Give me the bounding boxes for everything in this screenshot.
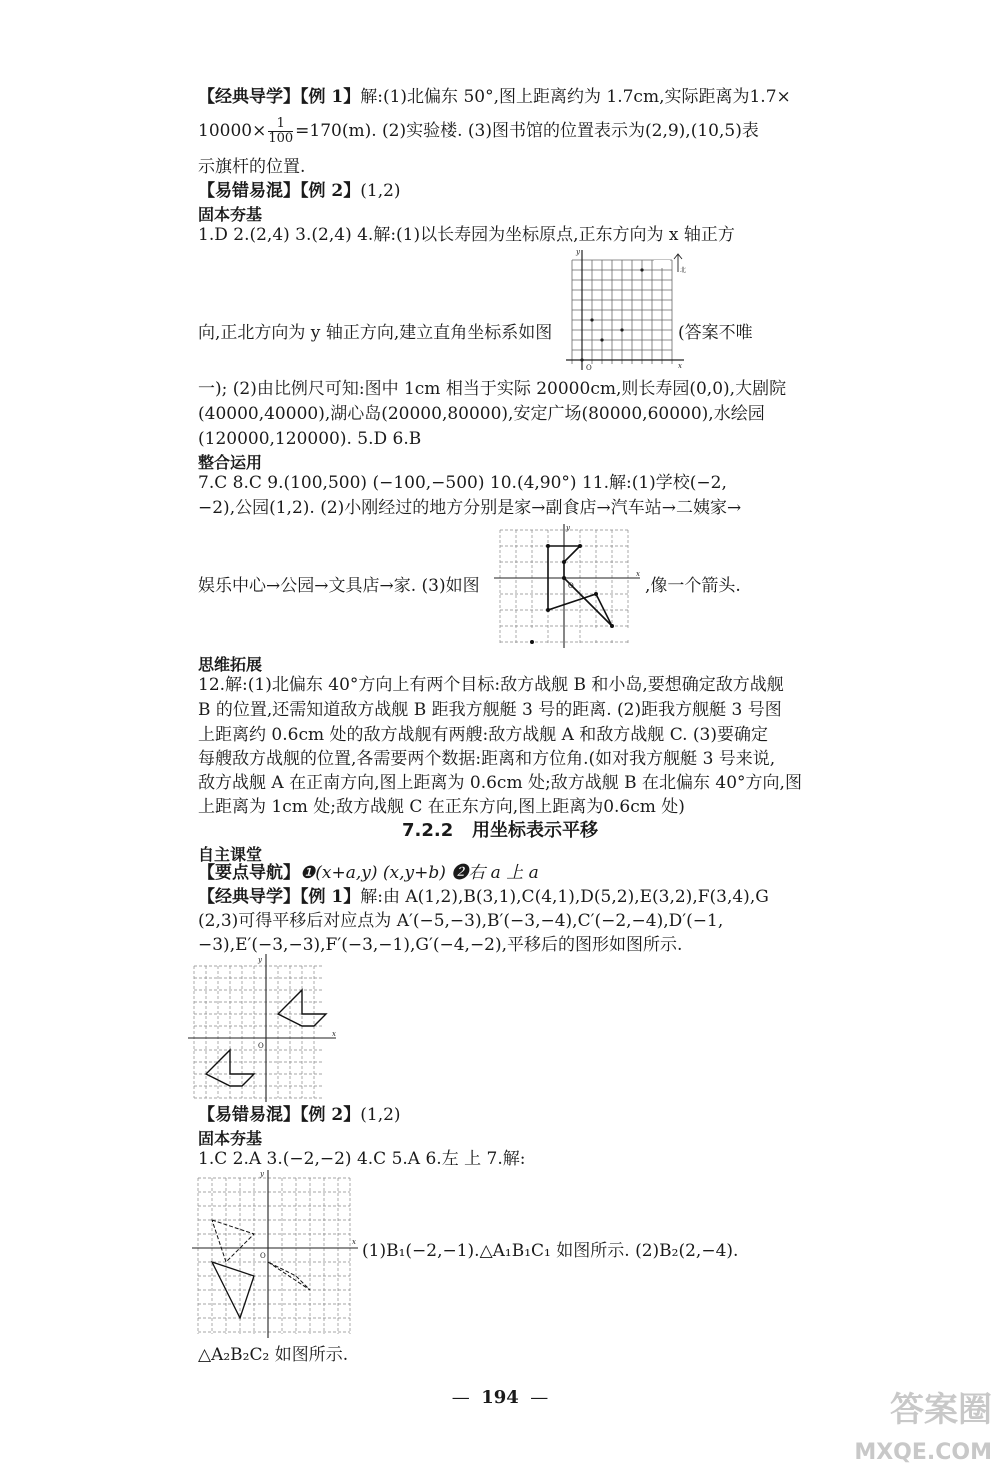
ex2-line <box>198 180 401 202</box>
original-shape <box>278 990 326 1026</box>
watermark-logo: 答案圈 <box>890 1390 992 1430</box>
tag-example2: 【例 2】 <box>300 181 361 201</box>
q12-line1: 12.解:(1)北偏东 40°方向上有两个目标:敌方战舰 B 和小岛,要想确定敌方战舰 <box>198 675 784 695</box>
svg-text:O: O <box>568 582 574 590</box>
s2-ex1-text-1: 解:由 A(1,2),B(3,1),C(4,1),D(5,2),E(3,2),F(3,4),G <box>360 887 769 907</box>
q7-line3a: 娱乐中心→公园→文具店→家. (3)如图 <box>198 576 480 596</box>
svg-text:y: y <box>260 1170 264 1178</box>
q1-line1: 1.D 2.(2,4) 3.(2,4) 4.解:(1)以长寿园为坐标原点,正东方向为 x 轴正方 <box>198 225 735 245</box>
q12-line4: 每艘敌方战舰的位置,各需要两个数据:距离和方位角.(如对我方舰艇 3 号来说, <box>198 749 776 769</box>
q7-line3b: ,像一个箭头. <box>645 576 741 596</box>
q12-line3: 上距离约 0.6cm 处的敌方战舰有两艘:敌方战舰 A 和敌方战舰 C. (3)要确定 <box>198 725 768 745</box>
route-map-figure <box>492 522 644 650</box>
tag-example2: 【例 2】 <box>300 1105 361 1125</box>
tag-yicuo: 【易错易混】 <box>198 1105 300 1125</box>
heading-gubenhangji-2: 固本夯基 <box>198 1129 263 1148</box>
ex1-line2 <box>198 114 759 148</box>
fraction-denominator: 100 <box>268 131 294 146</box>
watermark-site: MXQE.COM <box>854 1440 992 1465</box>
q12-line6: 上距离为 1cm 处;敌方战舰 C 在正东方向,图上距离为0.6cm 处) <box>198 797 685 817</box>
section-title <box>0 819 1000 843</box>
s2-ex2-line <box>198 1104 401 1126</box>
ex1-text-2b: =170(m). (2)实验楼. (3)图书馆的位置表示为(2,9),(10,5)表 <box>295 121 759 141</box>
ex1-line3: 示旗杆的位置. <box>198 157 306 177</box>
ex2-answer: (1,2) <box>360 181 401 201</box>
svg-text:O: O <box>258 1042 264 1050</box>
s2-q7-end: △A₂B₂C₂ 如图所示. <box>198 1345 349 1365</box>
ex1-text-2a: 10000× <box>198 121 267 141</box>
s2-ex1-line2: (2,3)可得平移后对应点为 A′(−5,−3),B′(−3,−4),C′(−2,−4),D′(−1, <box>198 911 724 931</box>
tag-yaodian: 【要点导航】 <box>198 863 300 883</box>
q1-line5: (120000,120000). 5.D 6.B <box>198 429 422 449</box>
tag-example1: 【例 1】 <box>300 87 361 107</box>
svg-text:y: y <box>566 524 570 532</box>
tag-yicuo: 【易错易混】 <box>198 181 300 201</box>
svg-text:y: y <box>576 248 580 256</box>
page-number: 194 <box>481 1387 519 1408</box>
svg-text:O: O <box>260 1252 266 1260</box>
q1-line3: 一); (2)由比例尺可知:图中 1cm 相当于实际 20000cm,则长寿园(0,0),大剧院 <box>198 379 787 399</box>
svg-text:y: y <box>258 956 262 964</box>
page-number-dash-right: — <box>530 1387 549 1408</box>
s2-ex1-line3: −3),E′(−3,−3),F′(−3,−1),G′(−4,−2),平移后的图形如图所示. <box>198 935 683 955</box>
s2-ex2-answer: (1,2) <box>360 1105 401 1125</box>
q7-line2: −2),公园(1,2). (2)小刚经过的地方分别是家→副食店→汽车站→二姨家→ <box>198 498 742 518</box>
tag-jingdian: 【经典导学】 <box>198 87 300 107</box>
q12-line5: 敌方战舰 A 在正南方向,图上距离为 0.6cm 处;敌方战舰 B 在北偏东 40°方向,图 <box>198 773 802 793</box>
heading-siweituozhan: 思维拓展 <box>198 655 263 674</box>
q7-line1: 7.C 8.C 9.(100,500) (−100,−500) 10.(4,90°) 11.解:(1)学校(−2, <box>198 473 727 493</box>
s2-ex1-line1 <box>198 886 769 908</box>
tag-jingdian: 【经典导学】 <box>198 887 300 907</box>
q12-line2: B 的位置,还需知道敌方战舰 B 距我方舰艇 3 号的距离. (2)距我方舰艇 3 号图 <box>198 700 782 720</box>
svg-text:北: 北 <box>680 267 687 274</box>
svg-text:x: x <box>678 362 682 370</box>
yaodian-content: ❶(x+a,y) (x,y+b) ❷右 a 上 a <box>300 863 539 883</box>
triangle-translation-figure <box>190 1168 362 1340</box>
svg-text:x: x <box>332 1030 336 1038</box>
grid-map-figure <box>560 246 690 378</box>
ex1-text-1: 解:(1)北偏东 50°,图上距离约为 1.7cm,实际距离为1.7× <box>360 87 791 107</box>
yaodian-line <box>198 862 539 884</box>
section-title-text: 用坐标表示平移 <box>472 820 599 841</box>
heading-zizhuketang: 自主课堂 <box>198 845 263 864</box>
fraction <box>268 117 293 146</box>
q1-line2a: 向,正北方向为 y 轴正方向,建立直角坐标系如图 <box>198 323 553 343</box>
tag-example1: 【例 1】 <box>300 887 361 907</box>
section-number: 7.2.2 <box>401 820 454 841</box>
page-number-row <box>0 1386 1000 1410</box>
s2-q-line1: 1.C 2.A 3.(−2,−2) 4.C 5.A 6.左 上 7.解: <box>198 1149 526 1169</box>
s2-q7-right: (1)B₁(−2,−1).△A₁B₁C₁ 如图所示. (2)B₂(2,−4). <box>362 1241 739 1261</box>
svg-text:x: x <box>636 570 640 578</box>
ex1-line1 <box>198 86 791 108</box>
translation-figure <box>186 952 346 1104</box>
heading-gubenhangji: 固本夯基 <box>198 205 263 224</box>
triangle-abc <box>212 1220 254 1262</box>
fraction-numerator: 1 <box>268 117 293 132</box>
svg-text:x: x <box>352 1238 356 1246</box>
q1-line4: (40000,40000),湖心岛(20000,80000),安定广场(80000,60000),水绘园 <box>198 404 765 424</box>
heading-zhengheyunyong: 整合运用 <box>198 453 263 472</box>
page-number-dash-left: — <box>451 1387 470 1408</box>
translated-shape <box>206 1050 254 1086</box>
q1-line2b: (答案不唯 <box>678 323 753 343</box>
svg-text:O: O <box>586 364 592 372</box>
